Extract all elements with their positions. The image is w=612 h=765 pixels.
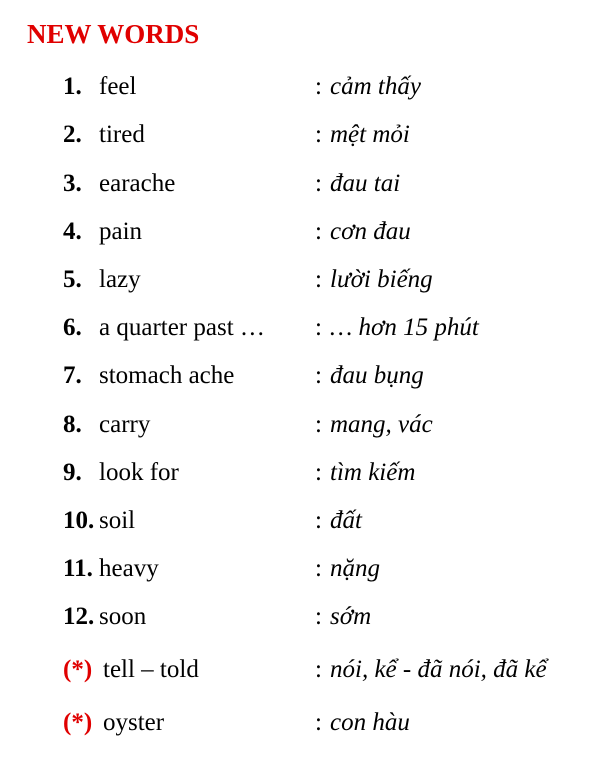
separator-colon: : xyxy=(315,121,322,148)
item-number: 4. xyxy=(63,218,82,245)
separator-colon: : xyxy=(315,555,322,582)
vocab-item-extra xyxy=(0,653,612,687)
vocab-item xyxy=(0,600,612,634)
english-term: soon xyxy=(99,603,147,630)
item-number: 10. xyxy=(63,507,95,534)
vocab-item xyxy=(0,118,612,152)
item-number: 12. xyxy=(63,603,95,630)
separator-colon: : xyxy=(315,170,322,197)
vocab-item xyxy=(0,167,612,201)
vietnamese-meaning: mang, vác xyxy=(330,411,433,438)
english-term: lazy xyxy=(99,266,141,293)
item-number: 9. xyxy=(63,459,82,486)
separator-colon: : xyxy=(315,411,322,438)
vocab-item xyxy=(0,504,612,538)
separator-colon: : xyxy=(315,656,322,683)
vietnamese-meaning: tìm kiếm xyxy=(330,459,416,486)
vocab-item xyxy=(0,311,612,345)
english-term: look for xyxy=(99,459,179,486)
vietnamese-meaning: đau bụng xyxy=(330,362,424,389)
vietnamese-meaning: lười biếng xyxy=(330,266,433,293)
item-number: 5. xyxy=(63,266,82,293)
english-term: earache xyxy=(99,170,176,197)
vocab-item-extra xyxy=(0,706,612,740)
vocab-item xyxy=(0,456,612,490)
separator-colon: : xyxy=(315,507,322,534)
separator-colon: : xyxy=(315,266,322,293)
english-term: tell – told xyxy=(103,656,199,683)
vietnamese-meaning: đất xyxy=(330,507,362,534)
vocab-item xyxy=(0,359,612,393)
english-term: feel xyxy=(99,73,137,100)
item-number: 1. xyxy=(63,73,82,100)
separator-colon: : xyxy=(315,709,322,736)
vietnamese-meaning: con hàu xyxy=(330,709,410,736)
vietnamese-meaning: mệt mỏi xyxy=(330,121,410,148)
english-term: a quarter past … xyxy=(99,314,265,341)
vietnamese-meaning: cảm thấy xyxy=(330,73,421,100)
vietnamese-meaning: … hơn 15 phút xyxy=(330,314,479,341)
vocab-item xyxy=(0,263,612,297)
vietnamese-meaning: nặng xyxy=(330,555,380,582)
separator-colon: : xyxy=(315,362,322,389)
vocab-item xyxy=(0,408,612,442)
vocab-item xyxy=(0,552,612,586)
asterisk-marker: (*) xyxy=(63,709,93,736)
english-term: tired xyxy=(99,121,145,148)
vocab-item xyxy=(0,70,612,104)
page-title: NEW WORDS xyxy=(27,19,200,49)
english-term: soil xyxy=(99,507,136,534)
vietnamese-meaning: sớm xyxy=(330,603,372,630)
item-number: 7. xyxy=(63,362,82,389)
asterisk-marker: (*) xyxy=(63,656,93,683)
vocab-item xyxy=(0,215,612,249)
separator-colon: : xyxy=(315,73,322,100)
english-term: stomach ache xyxy=(99,362,235,389)
item-number: 2. xyxy=(63,121,82,148)
english-term: pain xyxy=(99,218,143,245)
vietnamese-meaning: nói, kể - đã nói, đã kể xyxy=(330,656,547,683)
vietnamese-meaning: cơn đau xyxy=(330,218,411,245)
separator-colon: : xyxy=(315,314,322,341)
separator-colon: : xyxy=(315,459,322,486)
separator-colon: : xyxy=(315,603,322,630)
item-number: 6. xyxy=(63,314,82,341)
english-term: oyster xyxy=(103,709,165,736)
item-number: 8. xyxy=(63,411,82,438)
english-term: carry xyxy=(99,411,151,438)
separator-colon: : xyxy=(315,218,322,245)
item-number: 11. xyxy=(63,555,93,582)
vietnamese-meaning: đau tai xyxy=(330,170,401,197)
english-term: heavy xyxy=(99,555,159,582)
item-number: 3. xyxy=(63,170,82,197)
